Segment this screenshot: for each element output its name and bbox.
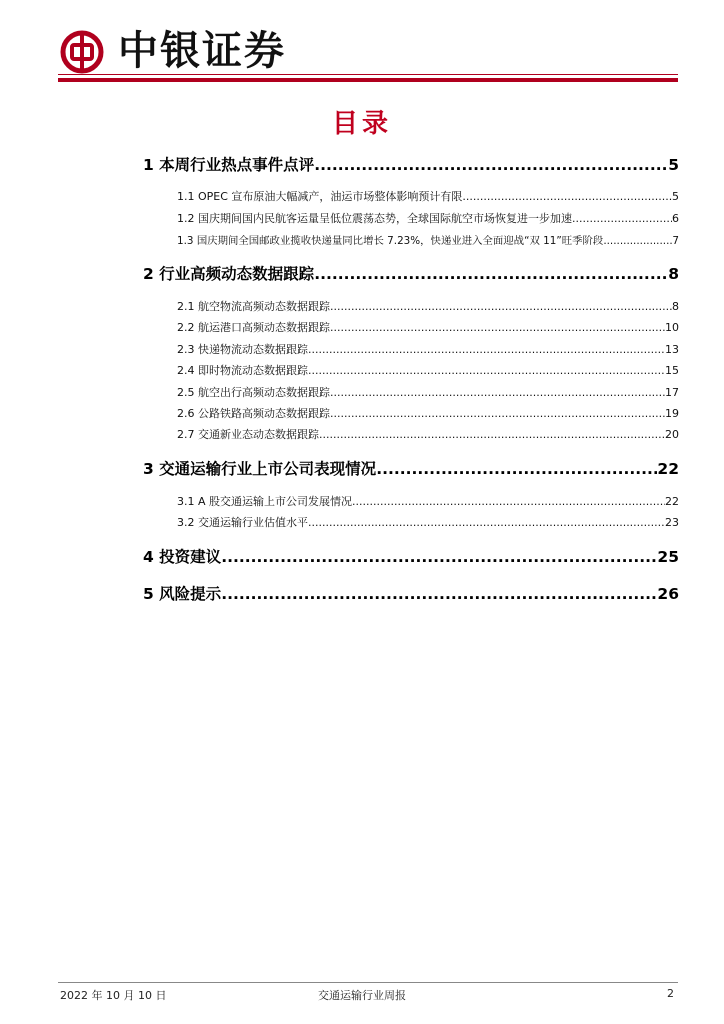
- toc-leader-dots: [308, 363, 665, 379]
- toc-entry-section-5[interactable]: [143, 583, 679, 605]
- toc-entry-label: 1.1 OPEC 宣布原油大幅减产，油运市场整体影响预计有限: [177, 190, 463, 203]
- toc-entry-page: 6: [672, 212, 679, 225]
- toc-entry-2-2[interactable]: [177, 320, 679, 336]
- footer-page-number: 2: [667, 987, 674, 1000]
- toc-entry-label: 3.2 交通运输行业估值水平: [177, 516, 308, 529]
- toc-entry-page: 26: [657, 585, 679, 603]
- toc-leader-dots: [330, 320, 665, 336]
- toc-entry-page: 13: [665, 343, 679, 356]
- toc-leader-dots: [221, 583, 657, 605]
- toc-title: 目录: [331, 109, 392, 139]
- toc-entry-page: 25: [657, 548, 679, 566]
- toc-entry-label: 2.1 航空物流高频动态数据跟踪: [177, 300, 330, 313]
- toc-entry-label: 2.7 交通新业态动态数据跟踪: [177, 428, 319, 441]
- toc-leader-dots: [572, 211, 672, 227]
- toc-entry-1-1[interactable]: [177, 189, 679, 205]
- toc-entry-label: 2.5 航空出行高频动态数据跟踪: [177, 386, 330, 399]
- toc-leader-dots: [308, 515, 665, 531]
- toc-entry-2-5[interactable]: [177, 385, 679, 401]
- brand-name: 中银证券: [118, 27, 286, 74]
- page-header: [0, 0, 724, 86]
- toc-leader-dots: [352, 494, 665, 510]
- toc-entry-3-1[interactable]: [177, 494, 679, 510]
- toc-entry-page: 8: [672, 300, 679, 313]
- toc-leader-dots: [314, 154, 668, 176]
- footer-date: 2022 年 10 月 10 日: [60, 989, 167, 1002]
- toc-entry-label: 5 风险提示: [143, 585, 222, 603]
- toc-entry-2-4[interactable]: [177, 363, 679, 379]
- toc-leader-dots: [319, 427, 665, 443]
- toc-entry-2-6[interactable]: [177, 406, 679, 422]
- toc-entry-label: 2.6 公路铁路高频动态数据跟踪: [177, 407, 330, 420]
- toc-leader-dots: [603, 233, 672, 249]
- toc-entry-1-2[interactable]: [177, 211, 679, 227]
- toc-entry-2-7[interactable]: [177, 427, 679, 443]
- toc-entry-page: 19: [665, 407, 679, 420]
- toc-entry-label: 2 行业高频动态数据跟踪: [143, 265, 315, 283]
- toc-entry-section-4[interactable]: [143, 546, 679, 568]
- toc-entry-page: 15: [665, 364, 679, 377]
- toc-leader-dots: [221, 546, 657, 568]
- toc-entry-page: 5: [668, 156, 679, 174]
- toc-entry-2-3[interactable]: [177, 342, 679, 358]
- toc-entry-section-3[interactable]: [143, 458, 679, 480]
- toc-entry-page: 22: [657, 460, 679, 478]
- toc-entry-page: 5: [672, 190, 679, 203]
- toc-leader-dots: [308, 342, 665, 358]
- toc-entry-section-2[interactable]: [143, 263, 679, 285]
- toc-leader-dots: [330, 299, 672, 315]
- toc-entry-label: 3 交通运输行业上市公司表现情况: [143, 460, 377, 478]
- toc-entry-page: 23: [665, 516, 679, 529]
- bank-of-china-logo-icon: [60, 30, 104, 74]
- header-divider-thick: [58, 78, 678, 82]
- toc-leader-dots: [330, 406, 665, 422]
- toc-entry-1-3[interactable]: [177, 233, 679, 249]
- toc-entry-label: 2.3 快递物流动态数据跟踪: [177, 343, 308, 356]
- toc-entry-page: 10: [665, 321, 679, 334]
- toc-entry-label: 1.3 国庆期间全国邮政业揽收快递量同比增长 7.23%，快递业进入全面迎战“双 11”旺季阶段: [177, 235, 604, 247]
- toc-entry-label: 1 本周行业热点事件点评: [143, 156, 315, 174]
- toc-entry-label: 2.2 航运港口高频动态数据跟踪: [177, 321, 330, 334]
- toc-entry-3-2[interactable]: [177, 515, 679, 531]
- toc-leader-dots: [462, 189, 672, 205]
- toc-entry-page: 8: [668, 265, 679, 283]
- toc-entry-page: 7: [672, 235, 679, 247]
- toc-entry-page: 22: [665, 495, 679, 508]
- toc-leader-dots: [330, 385, 665, 401]
- toc-entry-page: 17: [665, 386, 679, 399]
- toc-leader-dots: [376, 458, 657, 480]
- toc-entry-label: 2.4 即时物流动态数据跟踪: [177, 364, 308, 377]
- header-divider-thin: [58, 74, 678, 75]
- toc-entry-label: 4 投资建议: [143, 548, 222, 566]
- toc-leader-dots: [314, 263, 668, 285]
- footer-divider: [58, 982, 678, 983]
- footer-report-name: 交通运输行业周报: [318, 989, 406, 1002]
- toc-entry-2-1[interactable]: [177, 299, 679, 315]
- toc-entry-section-1[interactable]: [143, 154, 679, 176]
- toc-entry-label: 3.1 A 股交通运输上市公司发展情况: [177, 495, 353, 508]
- toc-entry-label: 1.2 国庆期间国内民航客运量呈低位震荡态势，全球国际航空市场恢复进一步加速: [177, 212, 572, 225]
- toc-entry-page: 20: [665, 428, 679, 441]
